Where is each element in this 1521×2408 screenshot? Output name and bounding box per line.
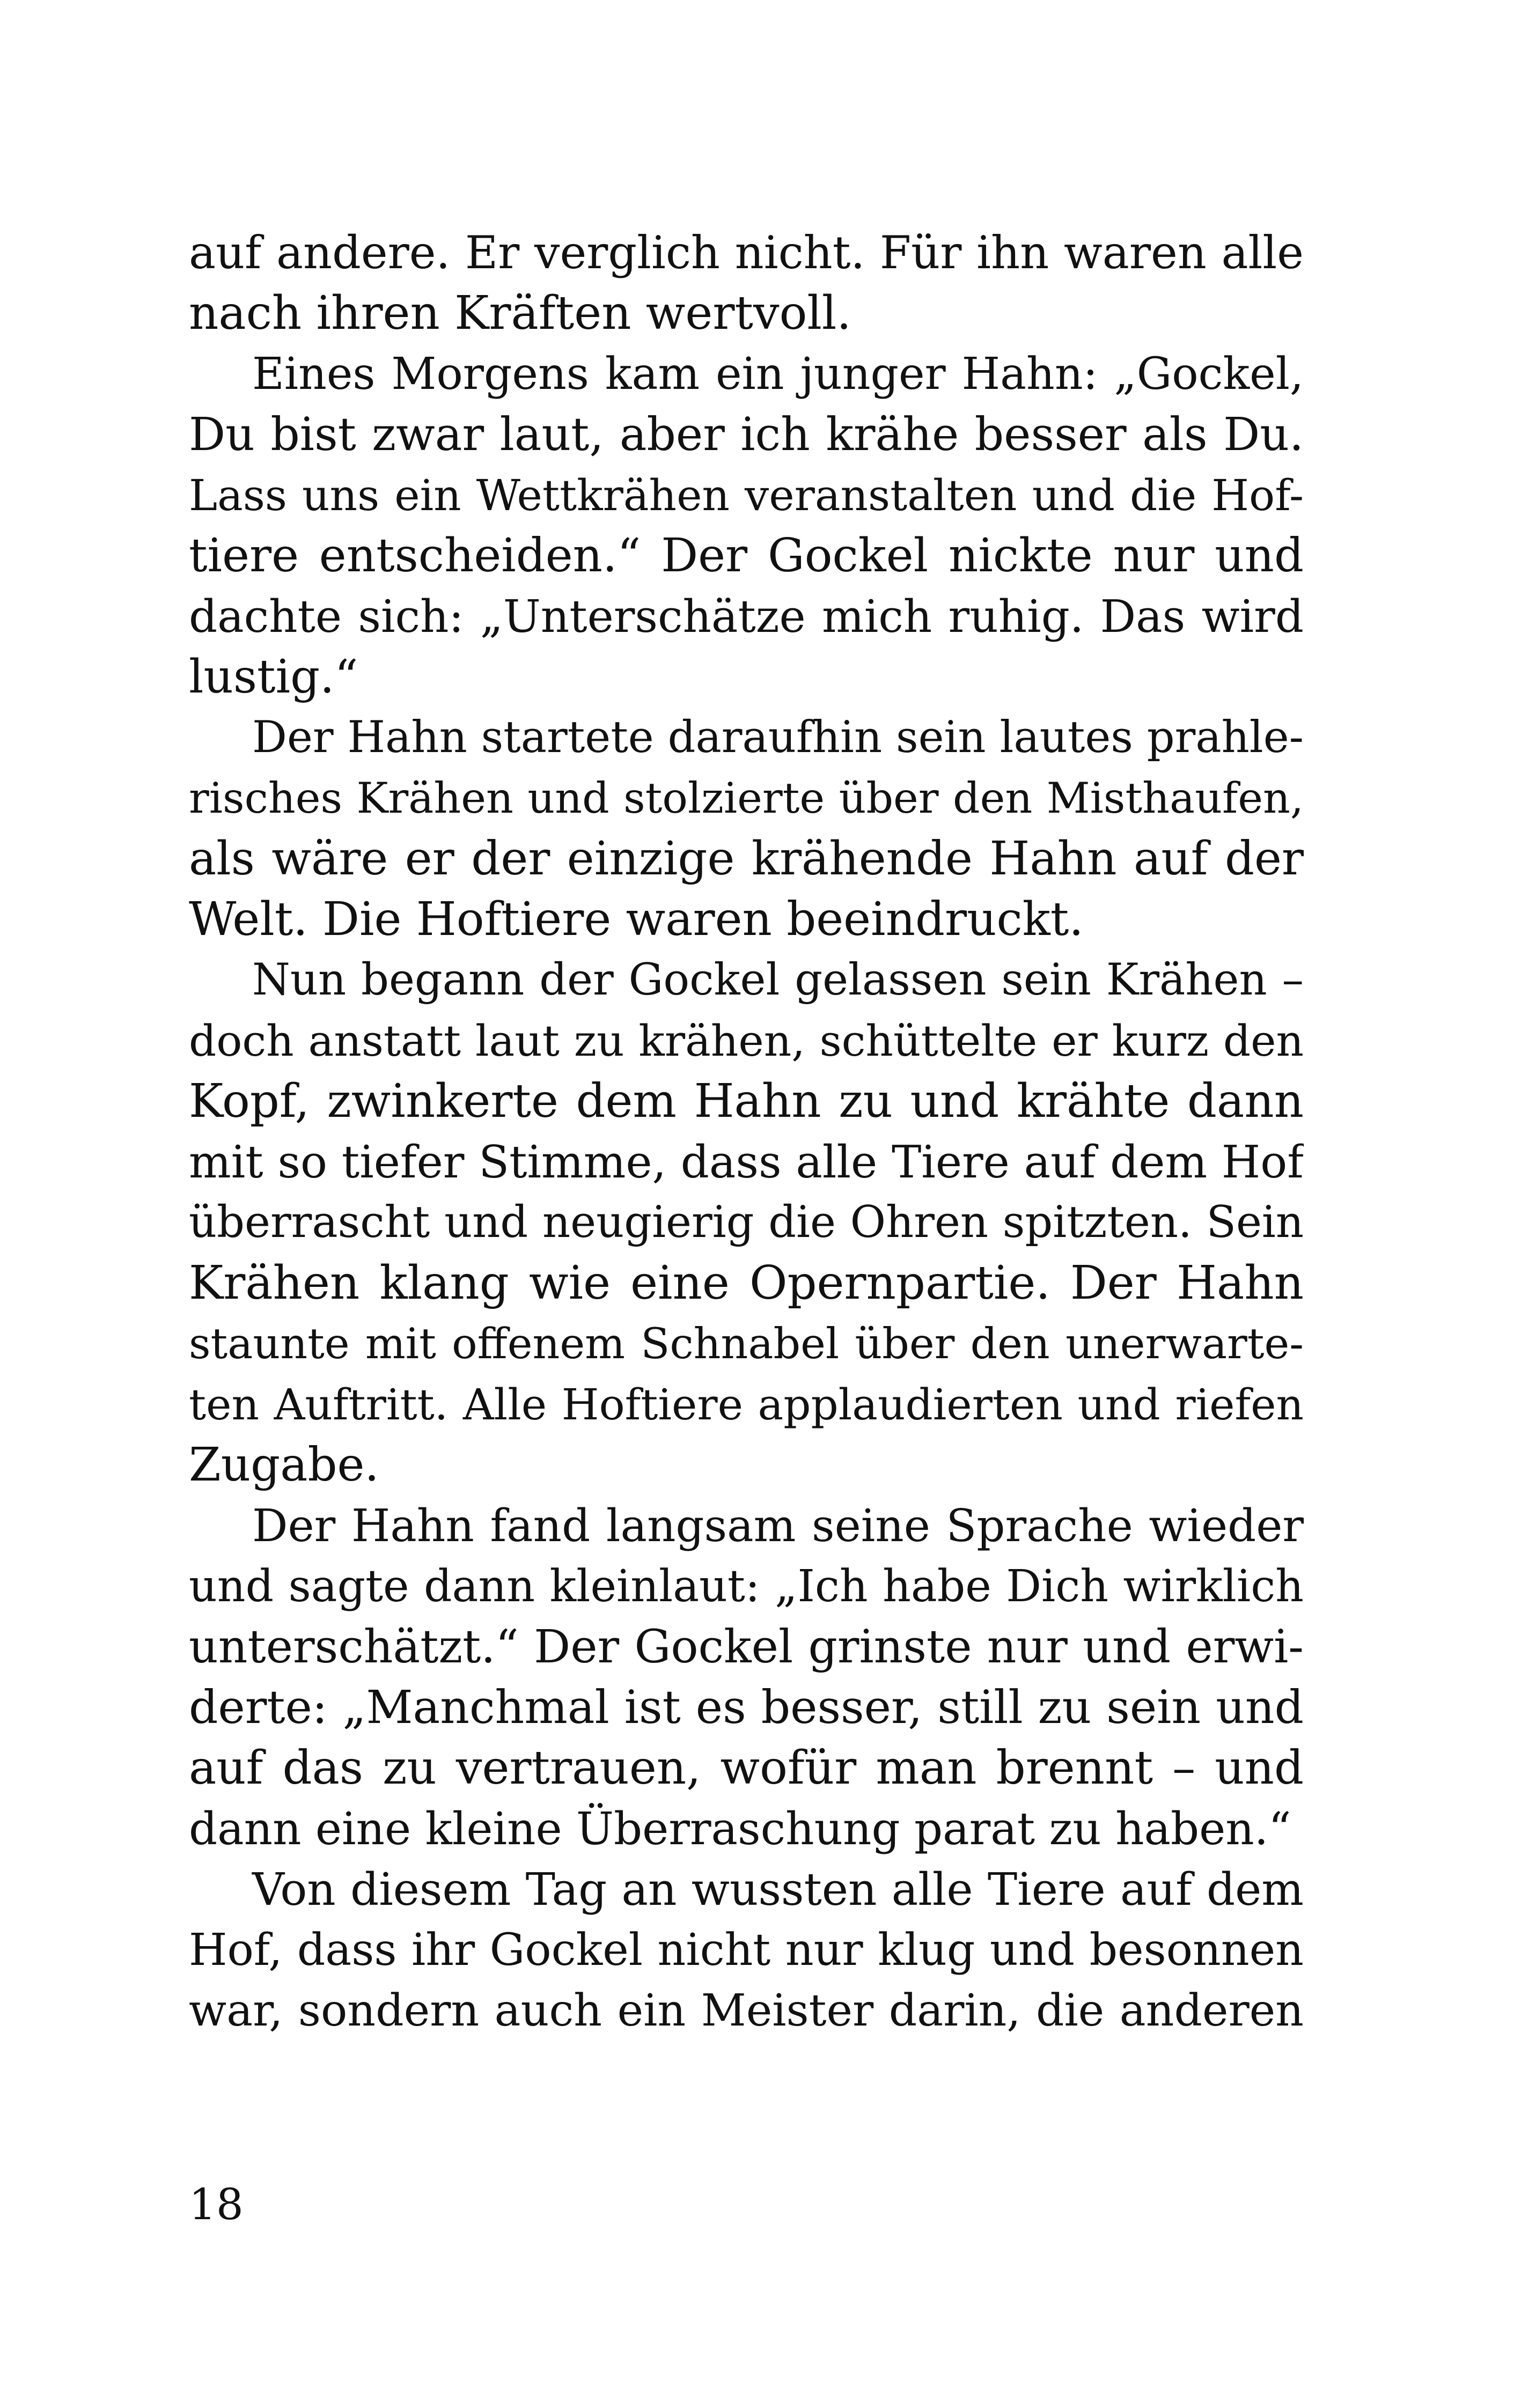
text-line: dann eine kleine Überraschung parat zu haben.“: [189, 1803, 1291, 1855]
text-line: Zugabe.: [189, 1438, 379, 1492]
text-line: Hof, dass ihr Gockel nicht nur klug und besonnen: [189, 1925, 1304, 1976]
text-line: doch anstatt laut zu krähen, schüttelte er kurz den: [189, 1016, 1304, 1066]
text-line: Der Hahn startete daraufhin sein lautes prahle-: [252, 712, 1304, 763]
text-line: Nun begann der Gockel gelassen sein Krähen –: [252, 955, 1304, 1005]
text-line: Eines Morgens kam ein junger Hahn: „Gockel,: [252, 349, 1304, 400]
text-line: unterschätzt.“ Der Gockel grinste nur und erwi-: [189, 1621, 1304, 1674]
text-line: auf andere. Er verglich nicht. Für ihn waren alle: [189, 226, 1304, 279]
text-line: staunte mit offenem Schnabel über den unerwarte-: [189, 1319, 1304, 1368]
text-line: als wäre er der einzige krähende Hahn auf der: [189, 832, 1304, 886]
text-line: mit so tiefer Stimme, dass alle Tiere auf dem Hof: [189, 1136, 1304, 1188]
text-line: ten Auftritt. Alle Hoftiere applaudierten und riefen: [189, 1380, 1304, 1430]
text-line: nach ihren Kräften wertvoll.: [189, 286, 851, 340]
text-line: Von diesem Tag an wussten alle Tiere auf dem: [252, 1864, 1304, 1916]
body-text: [189, 223, 1304, 2041]
text-line: lustig.“: [189, 650, 358, 704]
text-line: Kopf, zwinkerte dem Hahn zu und krähte dann: [189, 1074, 1304, 1128]
text-line: risches Krähen und stolzierte über den Misthaufen,: [189, 774, 1304, 823]
text-line: Welt. Die Hoftiere waren beeindruckt.: [189, 893, 1084, 946]
text-line: tiere entscheiden.“ Der Gockel nickte nur und: [189, 529, 1304, 583]
text-line: überrascht und neugierig die Ohren spitzten. Sein: [189, 1197, 1304, 1248]
text-line: auf das zu vertrauen, wofür man brennt – und: [189, 1741, 1304, 1795]
text-line: und sagte dann kleinlaut: „Ich habe Dich wirklich: [189, 1561, 1304, 1612]
text-line: Du bist zwar laut, aber ich krähe besser als Du.: [189, 408, 1304, 461]
text-line: Krähen klang wie eine Opernpartie. Der Hahn: [189, 1256, 1304, 1310]
text-line: dachte sich: „Unterschätze mich ruhig. Das wird: [189, 591, 1304, 643]
page-number: 18: [189, 2179, 244, 2229]
text-line: Der Hahn fand langsam seine Sprache wieder: [252, 1500, 1304, 1552]
text-line: war, sondern auch ein Meister darin, die anderen: [189, 1985, 1304, 2036]
text-line: derte: „Manchmal ist es besser, still zu sein und: [189, 1681, 1304, 1734]
text-line: Lass uns ein Wettkrähen veranstalten und die Hof-: [189, 470, 1304, 520]
